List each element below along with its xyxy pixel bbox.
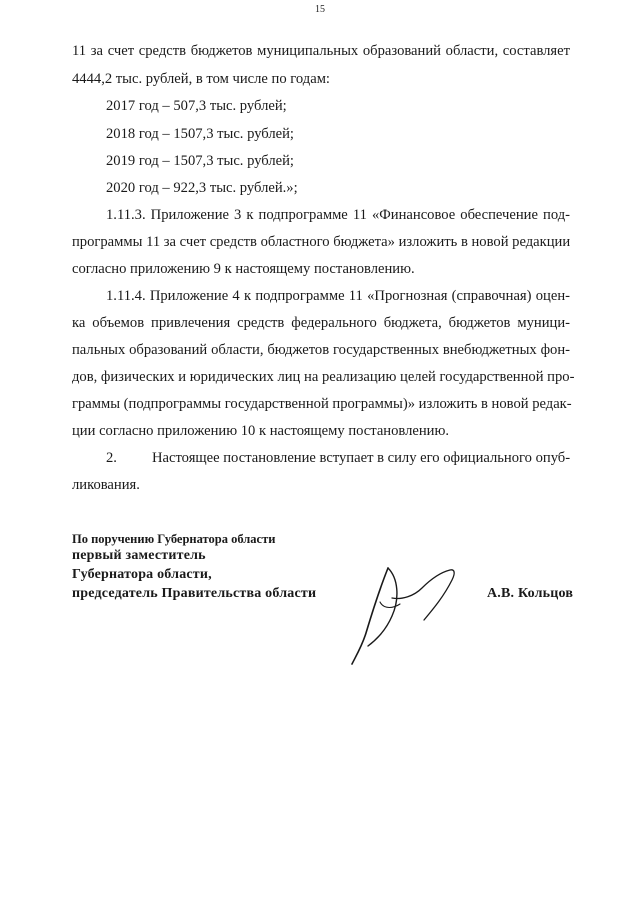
signature-position-line-2: Губернатора области, — [72, 567, 212, 582]
item-2-number: 2. — [106, 450, 117, 466]
signature-on-behalf: По поручению Губернатора области — [72, 532, 276, 546]
item-1-11-4-line-4: дов, физических и юридических лиц на реализацию целей государственной про- — [72, 369, 575, 385]
signature-position-line-1: первый заместитель — [72, 548, 206, 563]
item-1-11-3-line-2: программы 11 за счет средств областного бюджета» изложить в новой редакции — [72, 234, 571, 250]
year-item-2017: 2017 год – 507,3 тыс. рублей; — [106, 98, 287, 114]
item-1-11-4-line-5: граммы (подпрограммы государственной программы)» изложить в новой редак- — [72, 396, 572, 412]
year-item-2020: 2020 год – 922,3 тыс. рублей.»; — [106, 180, 298, 196]
item-2-line-2: ликования. — [72, 477, 140, 493]
year-item-2018: 2018 год – 1507,3 тыс. рублей; — [106, 126, 294, 142]
signature-position-line-3: председатель Правительства области — [72, 586, 317, 601]
signatory-name: А.В. Кольцов — [487, 586, 574, 601]
year-item-2019: 2019 год – 1507,3 тыс. рублей; — [106, 153, 294, 169]
item-2-line-1: Настоящее постановление вступает в силу его официального опуб- — [152, 450, 571, 466]
item-1-11-4-line-6: ции согласно приложению 10 к настоящему постановлению. — [72, 423, 450, 439]
item-1-11-4-line-3: пальных образований области, бюджетов государственных внебюджетных фон- — [72, 342, 570, 358]
page-number: 15 — [315, 4, 325, 15]
continuation-line-2: 4444,2 тыс. рублей, в том числе по годам: — [72, 71, 330, 87]
item-1-11-3-line-3: согласно приложению 9 к настоящему постановлению. — [72, 261, 415, 277]
handwritten-signature — [340, 558, 475, 668]
item-1-11-4-line-2: ка объемов привлечения средств федерального бюджета, бюджетов муници- — [72, 315, 570, 331]
item-1-11-4-line-1: 1.11.4. Приложение 4 к подпрограмме 11 «Прогнозная (справочная) оцен- — [106, 288, 570, 304]
continuation-line-1: 11 за счет средств бюджетов муниципальных образований области, составляет — [72, 43, 570, 59]
item-1-11-3-line-1: 1.11.3. Приложение 3 к подпрограмме 11 «Финансовое обеспечение под- — [106, 207, 570, 223]
